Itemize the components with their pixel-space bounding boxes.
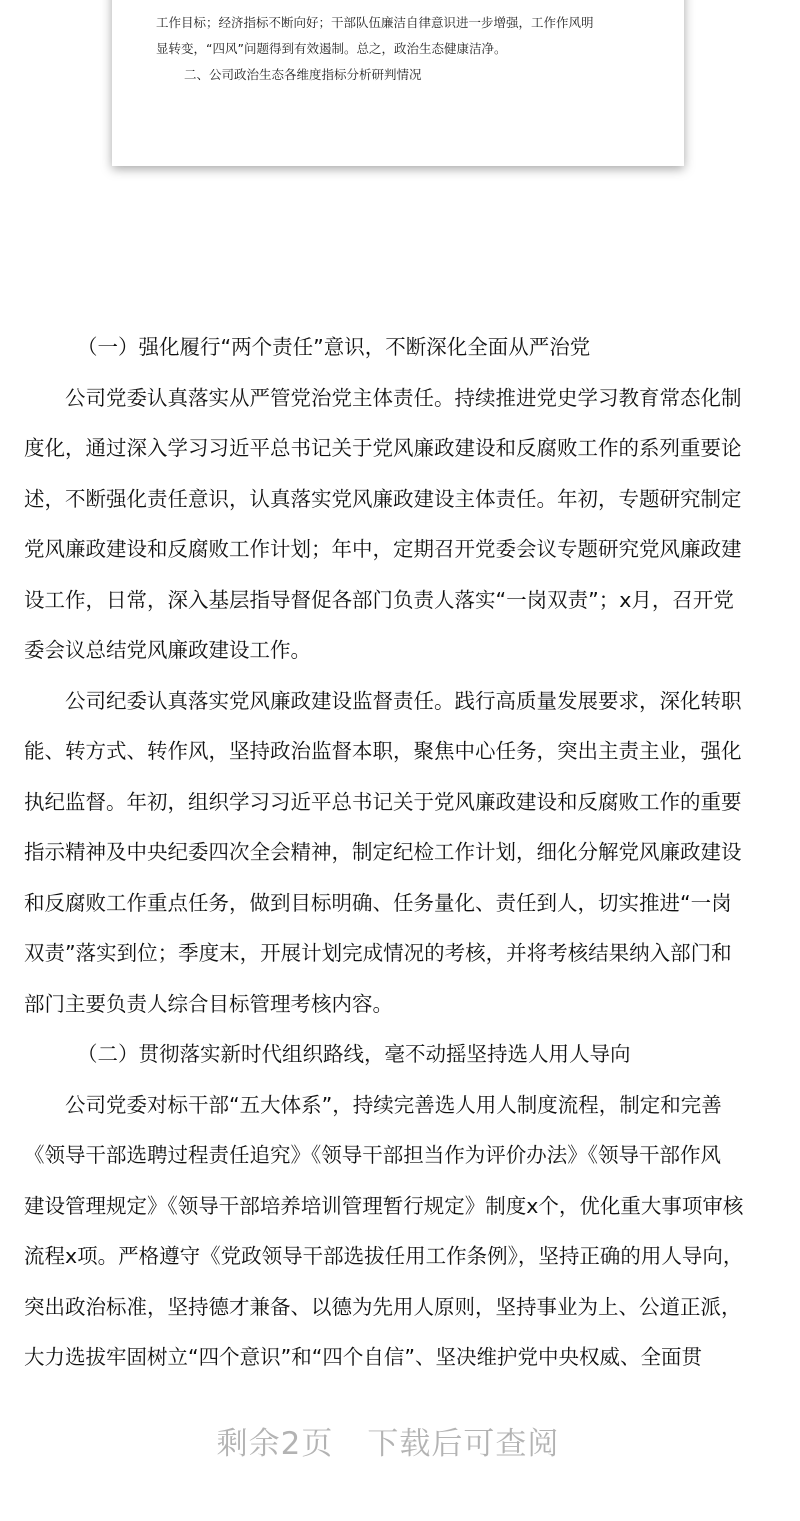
paragraph-line: 设工作，日常，深入基层指导督促各部门负责人落实“一岗双责”；x月，召开党 [24,587,734,612]
paragraph-line: 《领导干部选聘过程责任追究》《领导干部担当作为评价办法》《领导干部作风 [24,1143,721,1167]
preview-line: 显转变，“四风”问题得到有效遏制。总之，政治生态健康洁净。 [156,41,507,56]
preview-section-heading: 二、公司政治生态各维度指标分析研判情况 [184,67,422,82]
paragraph-line: 部门主要负责人综合目标管理考核内容。 [24,991,393,1016]
paragraph-line: 建设管理规定》《领导干部培养培训管理暂行规定》制度x个，优化重大事项审核 [24,1193,744,1218]
paragraph-line: 能、转方式、转作风，坚持政治监督本职，聚焦中心任务，突出主责主业，强化 [24,739,742,763]
paragraph-line: 突出政治标准，坚持德才兼备、以德为先用人原则，坚持事业为上、公道正派， [24,1294,742,1319]
paragraph-line: 党风廉政建设和反腐败工作计划；年中，定期召开党委会议专题研究党风廉政建 [24,537,742,561]
paragraph-line: 委会议总结党风廉政建设工作。 [24,638,311,662]
section-heading: （二）贯彻落实新时代组织路线，毫不动摇坚持选人用人导向 [77,1042,631,1066]
paragraph-line: 和反腐败工作重点任务，做到目标明确、任务量化、责任到人，切实推进“一岗 [24,890,732,915]
paragraph-line: 述，不断强化责任意识，认真落实党风廉政建设主体责任。年初，专题研究制定 [24,486,742,511]
download-prompt[interactable] [0,1418,776,1463]
remaining-pages-label: 剩余2页 [216,1426,334,1462]
paragraph-line: 度化，通过深入学习习近平总书记关于党风廉政建设和反腐败工作的系列重要论 [24,436,742,460]
paragraph-line: 公司党委认真落实从严管党治党主体责任。持续推进党史学习教育常态化制 [65,385,742,410]
paragraph-line: 执纪监督。年初，组织学习习近平总书记关于党风廉政建设和反腐败工作的重要 [24,789,742,814]
download-to-view-link[interactable]: 下载后可查阅 [367,1426,560,1462]
document-preview-card [112,0,684,166]
paragraph-line: 大力选拔牢固树立“四个意识”和“四个自信”、坚决维护党中央权威、全面贯 [24,1345,702,1369]
paragraph-line: 公司纪委认真落实党风廉政建设监督责任。践行高质量发展要求，深化转职 [65,688,742,713]
document-body [24,322,780,1383]
paragraph-line: 公司党委对标干部“五大体系”，持续完善选人用人制度流程，制定和完善 [65,1092,722,1117]
preview-text [156,10,656,88]
section-heading: （一）强化履行“两个责任”意识，不断深化全面从严治党 [77,335,591,359]
preview-line: 工作目标；经济指标不断向好；干部队伍廉洁自律意识进一步增强，工作作风明 [156,15,594,30]
paragraph-line: 流程x项。严格遵守《党政领导干部选拔任用工作条例》，坚持正确的用人导向， [24,1244,744,1268]
paragraph-line: 指示精神及中央纪委四次全会精神，制定纪检工作计划，细化分解党风廉政建设 [24,840,742,864]
paragraph-line: 双责”落实到位；季度末，开展计划完成情况的考核，并将考核结果纳入部门和 [24,941,732,965]
